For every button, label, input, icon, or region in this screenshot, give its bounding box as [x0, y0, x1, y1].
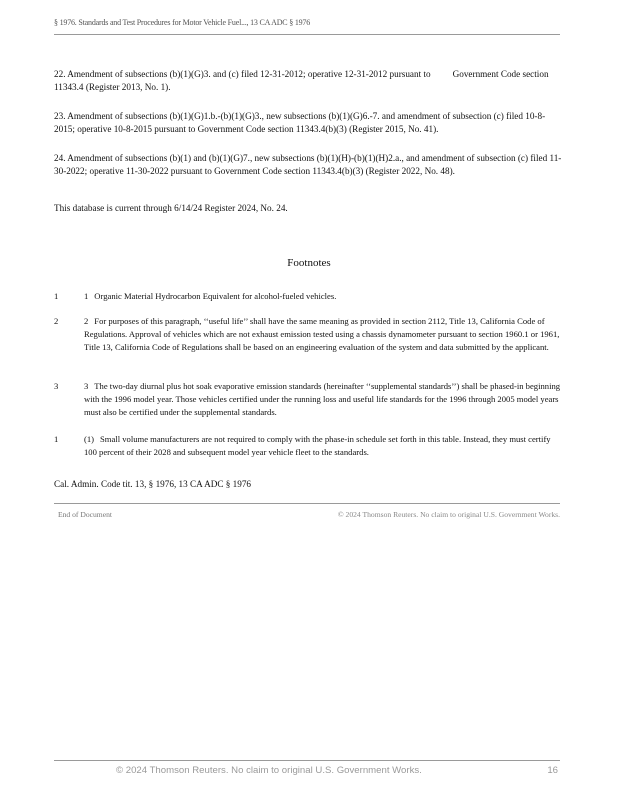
- footnotes-heading: Footnotes: [287, 257, 331, 269]
- amendment-history-23: [54, 110, 564, 136]
- footnote-marker: 1: [84, 291, 89, 301]
- amendment-text: 24. Amendment of subsections (b)(1) and (b)(1)(G)7., new subsections (b)(1)(H)-(b)(1)(H)2.a., and amendment of subsection (c) filed 11-30-2022; operative 11-30-2022 pursuant to Government Code section 11343.4(b)(3) (Register 2022, No. 48).: [54, 153, 562, 177]
- footnote-text: Small volume manufacturers are not required to comply with the phase-in schedule set forth in this table. Instead, they must certify 100 percent of their 2028 and subsequent model year vehicle fleet to the standards.: [84, 434, 551, 457]
- footnote-text: For purposes of this paragraph, ‘‘useful life’’ shall have the same meaning as provided in section 2112, Title 13, California Code of Regulations. Approval of vehicles which are not exhaust emission tested using a chassis dynamometer pursuant to section 1960.1 or 1961, Title 13, California Code of Regulations shall be based on an engineering evaluation of the system and data submitted by the applicant.: [84, 316, 560, 352]
- header-rule: [54, 34, 560, 35]
- footnote-marker: (1): [84, 434, 95, 444]
- footnote-link-number[interactable]: 1: [54, 291, 59, 301]
- footer-rule: [54, 760, 560, 761]
- footnote-text: Organic Material Hydrocarbon Equivalent for alcohol-fueled vehicles.: [94, 291, 337, 301]
- footnote-item: [54, 290, 564, 303]
- amendment-history-24: [54, 152, 564, 178]
- footnote-item: [54, 380, 564, 418]
- footnote-link-number[interactable]: 2: [54, 316, 59, 326]
- footnote-marker: 3: [84, 381, 89, 391]
- amendment-text-tail: Government Code section 11343.4 (Register 2013, No. 1).: [54, 69, 549, 93]
- footnote-link-number[interactable]: 3: [54, 381, 59, 391]
- footnote-text: The two-day diurnal plus hot soak evaporative emission standards (hereinafter ‘‘supplemental standards’’) shall be phased-in beginning with the 1996 model year. Those vehicles certified under the running loss and useful life standards for the 1996 through 2005 model years must also be certified under the supplemental standards.: [84, 381, 561, 417]
- footer-copyright: © 2024 Thomson Reuters. No claim to original U.S. Government Works.: [116, 765, 422, 776]
- footnote-item: [54, 433, 564, 459]
- footnote-link-number[interactable]: 1: [54, 434, 59, 444]
- amendment-history-22: [54, 68, 564, 94]
- citation: Cal. Admin. Code tit. 13, § 1976, 13 CA ADC § 1976: [54, 479, 252, 489]
- end-of-document-rule: [54, 503, 560, 504]
- footnote-marker: 2: [84, 316, 89, 326]
- page-number: 16: [547, 765, 558, 776]
- running-header: § 1976. Standards and Test Procedures for Motor Vehicle Fuel..., 13 CA ADC § 1976: [54, 18, 311, 27]
- footnote-item: [54, 315, 564, 353]
- end-of-document-copyright: © 2024 Thomson Reuters. No claim to original U.S. Government Works.: [337, 510, 560, 519]
- amendment-text: 23. Amendment of subsections (b)(1)(G)1.b.-(b)(1)(G)3., new subsections (b)(1)(G)6.-7. and amendment of subsection (c) filed 10-8-2015; operative 10-8-2015 pursuant to Government Code section 11343.4(b)(3) (Register 2015, No. 41).: [54, 111, 546, 135]
- end-of-document-label: End of Document: [58, 510, 112, 519]
- amendment-text: 22. Amendment of subsections (b)(1)(G)3. and (c) filed 12-31-2012; operative 12-31-2012 pursuant to: [54, 69, 431, 79]
- database-status: This database is current through 6/14/24 Register 2024, No. 24.: [54, 203, 288, 213]
